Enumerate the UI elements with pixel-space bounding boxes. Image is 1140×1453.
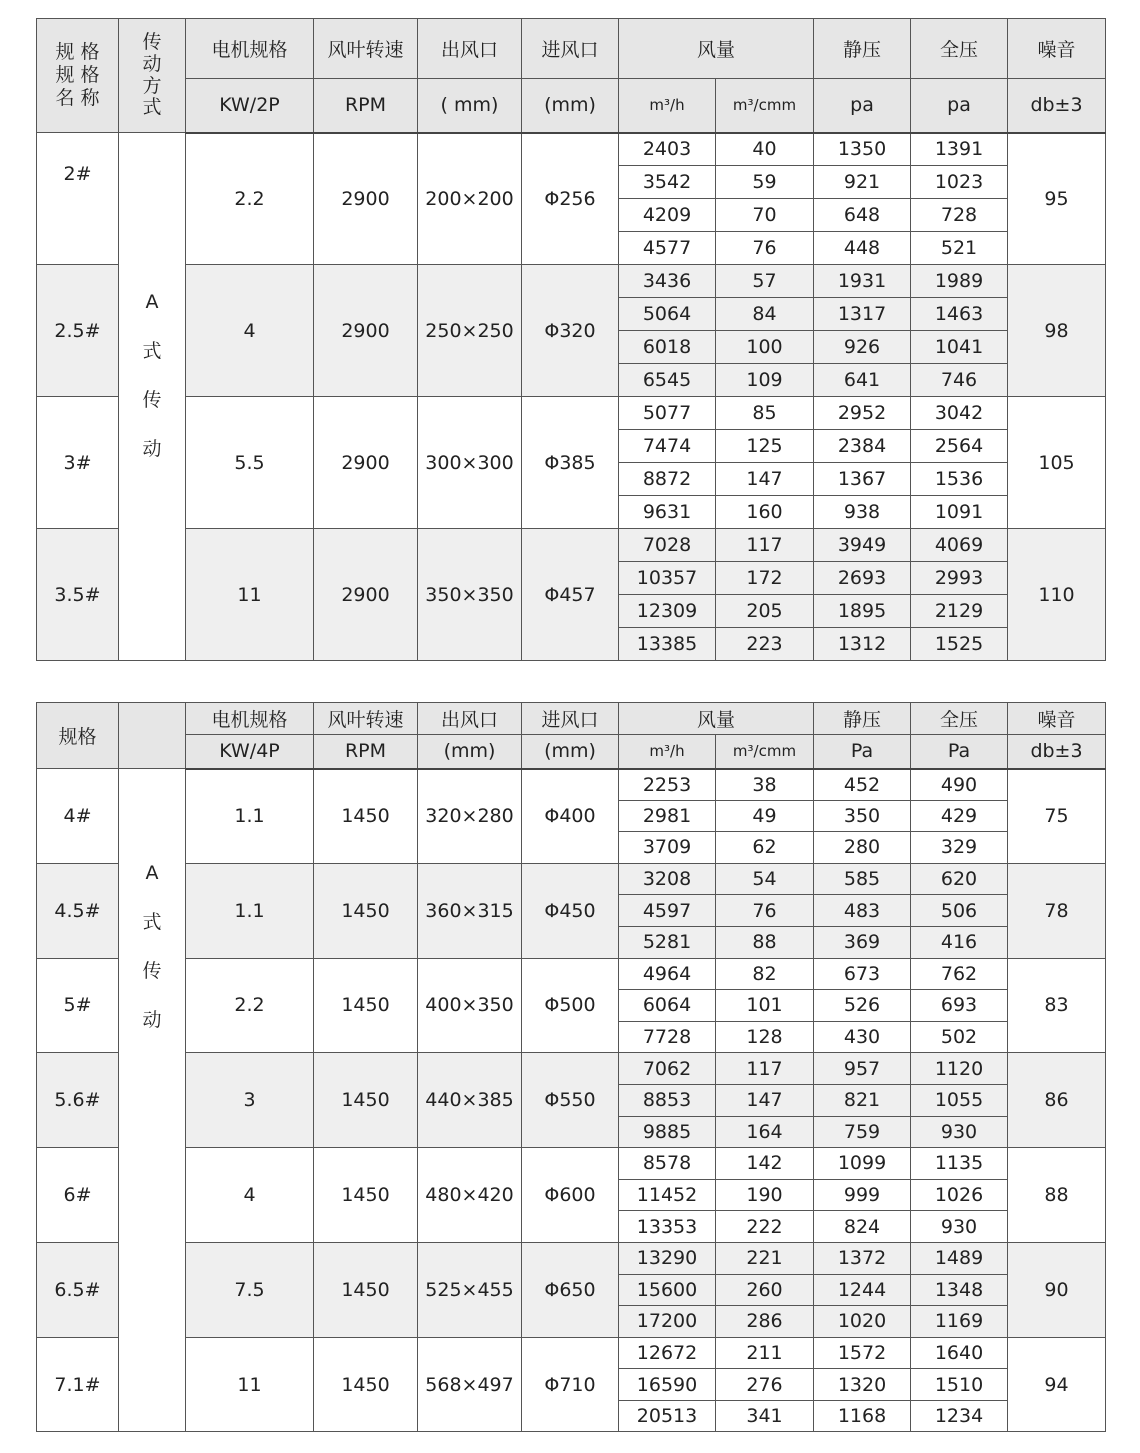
model-cell: 3# <box>37 397 119 529</box>
model-cell: 4.5# <box>37 863 119 958</box>
static-pressure-cell: 641 <box>814 364 911 397</box>
total-pressure-cell: 762 <box>911 958 1008 990</box>
speed-cell: 2900 <box>314 265 418 397</box>
header-speed: 风叶转速 <box>314 19 418 79</box>
airflow-m3cmm-cell: 76 <box>716 895 814 927</box>
drive-type-char: 式 <box>142 340 162 362</box>
total-pressure-cell: 1640 <box>911 1337 1008 1369</box>
static-pressure-cell: 821 <box>814 1084 911 1116</box>
airflow-m3h-cell: 4964 <box>619 958 716 990</box>
header-noise: 噪音 <box>1008 19 1106 79</box>
inlet-cell: Φ450 <box>522 863 619 958</box>
motor-cell: 1.1 <box>186 769 314 864</box>
unit-airflow-m3h: m³/h <box>619 735 716 769</box>
unit-speed: RPM <box>314 79 418 133</box>
motor-cell: 3 <box>186 1053 314 1148</box>
model-cell: 5.6# <box>37 1053 119 1148</box>
static-pressure-cell: 1895 <box>814 595 911 628</box>
static-pressure-cell: 2952 <box>814 397 911 430</box>
airflow-m3cmm-cell: 117 <box>716 1053 814 1085</box>
header-drive <box>119 19 186 133</box>
header-model: 规格 <box>37 703 119 769</box>
static-pressure-cell: 1320 <box>814 1369 911 1401</box>
motor-cell: 2.2 <box>186 958 314 1053</box>
noise-cell: 88 <box>1008 1148 1106 1243</box>
static-pressure-cell: 999 <box>814 1179 911 1211</box>
total-pressure-cell: 502 <box>911 1021 1008 1053</box>
header-airflow: 风量 <box>619 19 814 79</box>
total-pressure-cell: 1026 <box>911 1179 1008 1211</box>
motor-cell: 1.1 <box>186 863 314 958</box>
static-pressure-cell: 585 <box>814 863 911 895</box>
static-pressure-cell: 526 <box>814 990 911 1022</box>
total-pressure-cell: 506 <box>911 895 1008 927</box>
inlet-cell: Φ710 <box>522 1337 619 1432</box>
airflow-m3cmm-cell: 221 <box>716 1242 814 1274</box>
static-pressure-cell: 1168 <box>814 1400 911 1432</box>
speed-cell: 2900 <box>314 397 418 529</box>
unit-airflow-m3cmm: m³/cmm <box>716 735 814 769</box>
airflow-m3cmm-cell: 260 <box>716 1274 814 1306</box>
drive-type-text <box>119 293 185 459</box>
noise-cell: 90 <box>1008 1242 1106 1337</box>
static-pressure-cell: 1317 <box>814 298 911 331</box>
airflow-m3h-cell: 6018 <box>619 331 716 364</box>
airflow-m3h-cell: 12309 <box>619 595 716 628</box>
inlet-cell: Φ650 <box>522 1242 619 1337</box>
motor-cell: 7.5 <box>186 1242 314 1337</box>
airflow-m3cmm-cell: 54 <box>716 863 814 895</box>
model-cell: 6.5# <box>37 1242 119 1337</box>
noise-cell: 86 <box>1008 1053 1106 1148</box>
motor-cell: 4 <box>186 1148 314 1243</box>
static-pressure-cell: 280 <box>814 832 911 864</box>
speed-cell: 2900 <box>314 133 418 265</box>
airflow-m3cmm-cell: 211 <box>716 1337 814 1369</box>
airflow-m3cmm-cell: 49 <box>716 800 814 832</box>
noise-cell: 105 <box>1008 397 1106 529</box>
static-pressure-cell: 1099 <box>814 1148 911 1180</box>
total-pressure-cell: 1023 <box>911 166 1008 199</box>
airflow-m3h-cell: 7062 <box>619 1053 716 1085</box>
airflow-m3h-cell: 8872 <box>619 463 716 496</box>
unit-outlet: ( mm) <box>418 79 522 133</box>
total-pressure-cell: 693 <box>911 990 1008 1022</box>
airflow-m3cmm-cell: 117 <box>716 529 814 562</box>
total-pressure-cell: 1348 <box>911 1274 1008 1306</box>
total-pressure-cell: 1091 <box>911 496 1008 529</box>
airflow-m3h-cell: 13385 <box>619 628 716 661</box>
outlet-cell: 480×420 <box>418 1148 522 1243</box>
table-row <box>37 529 1106 562</box>
airflow-m3cmm-cell: 88 <box>716 926 814 958</box>
unit-inlet: (mm) <box>522 735 619 769</box>
drive-type-char: 动 <box>142 438 162 460</box>
table-row <box>37 1148 1106 1180</box>
airflow-m3cmm-cell: 172 <box>716 562 814 595</box>
airflow-m3cmm-cell: 109 <box>716 364 814 397</box>
header-model <box>37 19 119 133</box>
airflow-m3h-cell: 3208 <box>619 863 716 895</box>
drive-type-char: A <box>145 291 159 313</box>
airflow-m3cmm-cell: 85 <box>716 397 814 430</box>
airflow-m3h-cell: 5064 <box>619 298 716 331</box>
airflow-m3h-cell: 2403 <box>619 133 716 166</box>
static-pressure-cell: 926 <box>814 331 911 364</box>
model-cell: 2.5# <box>37 265 119 397</box>
header-model-line2: 规 格 <box>55 64 100 87</box>
unit-motor: KW/2P <box>186 79 314 133</box>
airflow-m3cmm-cell: 223 <box>716 628 814 661</box>
inlet-cell: Φ256 <box>522 133 619 265</box>
airflow-m3cmm-cell: 76 <box>716 232 814 265</box>
total-pressure-cell: 1463 <box>911 298 1008 331</box>
table-row <box>37 397 1106 430</box>
airflow-m3h-cell: 4577 <box>619 232 716 265</box>
static-pressure-cell: 430 <box>814 1021 911 1053</box>
drive-type-cell <box>119 769 186 1432</box>
airflow-m3cmm-cell: 40 <box>716 133 814 166</box>
total-pressure-cell: 1169 <box>911 1306 1008 1338</box>
unit-total: Pa <box>911 735 1008 769</box>
header-total: 全压 <box>911 703 1008 735</box>
motor-cell: 4 <box>186 265 314 397</box>
header-motor: 电机规格 <box>186 19 314 79</box>
static-pressure-cell: 3949 <box>814 529 911 562</box>
unit-airflow-m3cmm: m³/cmm <box>716 79 814 133</box>
unit-noise: db±3 <box>1008 735 1106 769</box>
total-pressure-cell: 1510 <box>911 1369 1008 1401</box>
airflow-m3h-cell: 13353 <box>619 1211 716 1243</box>
airflow-m3cmm-cell: 84 <box>716 298 814 331</box>
header-static: 静压 <box>814 19 911 79</box>
model-cell: 7.1# <box>37 1337 119 1432</box>
total-pressure-cell: 4069 <box>911 529 1008 562</box>
airflow-m3h-cell: 6064 <box>619 990 716 1022</box>
drive-type-char: 动 <box>142 1009 162 1031</box>
unit-total: pa <box>911 79 1008 133</box>
airflow-m3cmm-cell: 164 <box>716 1116 814 1148</box>
drive-type-char: 式 <box>142 911 162 933</box>
total-pressure-cell: 1489 <box>911 1242 1008 1274</box>
outlet-cell: 360×315 <box>418 863 522 958</box>
noise-cell: 94 <box>1008 1337 1106 1432</box>
outlet-cell: 440×385 <box>418 1053 522 1148</box>
outlet-cell: 350×350 <box>418 529 522 661</box>
unit-static: pa <box>814 79 911 133</box>
spec-table-2p <box>36 18 1106 661</box>
airflow-m3cmm-cell: 101 <box>716 990 814 1022</box>
motor-cell: 2.2 <box>186 133 314 265</box>
unit-motor: KW/4P <box>186 735 314 769</box>
airflow-m3cmm-cell: 59 <box>716 166 814 199</box>
unit-static: Pa <box>814 735 911 769</box>
header-drive-char1: 传 <box>142 30 162 53</box>
unit-inlet: (mm) <box>522 79 619 133</box>
static-pressure-cell: 673 <box>814 958 911 990</box>
airflow-m3cmm-cell: 38 <box>716 769 814 801</box>
inlet-cell: Φ400 <box>522 769 619 864</box>
speed-cell: 1450 <box>314 769 418 864</box>
airflow-m3cmm-cell: 222 <box>716 1211 814 1243</box>
airflow-m3h-cell: 17200 <box>619 1306 716 1338</box>
static-pressure-cell: 921 <box>814 166 911 199</box>
table-row <box>37 958 1106 990</box>
header-noise: 噪音 <box>1008 703 1106 735</box>
noise-cell: 78 <box>1008 863 1106 958</box>
inlet-cell: Φ600 <box>522 1148 619 1243</box>
total-pressure-cell: 416 <box>911 926 1008 958</box>
outlet-cell: 250×250 <box>418 265 522 397</box>
airflow-m3h-cell: 8578 <box>619 1148 716 1180</box>
table-row <box>37 863 1106 895</box>
table-row <box>37 1242 1106 1274</box>
outlet-cell: 320×280 <box>418 769 522 864</box>
drive-type-char: A <box>145 862 159 884</box>
airflow-m3cmm-cell: 82 <box>716 958 814 990</box>
drive-type-char: 传 <box>142 960 162 982</box>
airflow-m3cmm-cell: 205 <box>716 595 814 628</box>
total-pressure-cell: 490 <box>911 769 1008 801</box>
noise-cell: 95 <box>1008 133 1106 265</box>
header-airflow: 风量 <box>619 703 814 735</box>
airflow-m3cmm-cell: 190 <box>716 1179 814 1211</box>
speed-cell: 1450 <box>314 1053 418 1148</box>
static-pressure-cell: 1312 <box>814 628 911 661</box>
static-pressure-cell: 452 <box>814 769 911 801</box>
model-cell: 4# <box>37 769 119 864</box>
total-pressure-cell: 1391 <box>911 133 1008 166</box>
static-pressure-cell: 1572 <box>814 1337 911 1369</box>
airflow-m3h-cell: 20513 <box>619 1400 716 1432</box>
airflow-m3cmm-cell: 276 <box>716 1369 814 1401</box>
noise-cell: 110 <box>1008 529 1106 661</box>
airflow-m3h-cell: 5077 <box>619 397 716 430</box>
model-cell: 5# <box>37 958 119 1053</box>
airflow-m3cmm-cell: 147 <box>716 463 814 496</box>
motor-cell: 11 <box>186 529 314 661</box>
inlet-cell: Φ550 <box>522 1053 619 1148</box>
table2-body <box>37 769 1106 1432</box>
airflow-m3cmm-cell: 125 <box>716 430 814 463</box>
header-drive-char2: 动 <box>142 52 162 75</box>
airflow-m3cmm-cell: 100 <box>716 331 814 364</box>
header-outlet: 出风口 <box>418 19 522 79</box>
outlet-cell: 300×300 <box>418 397 522 529</box>
outlet-cell: 568×497 <box>418 1337 522 1432</box>
airflow-m3h-cell: 4597 <box>619 895 716 927</box>
table-row <box>37 1337 1106 1369</box>
total-pressure-cell: 1989 <box>911 265 1008 298</box>
static-pressure-cell: 1931 <box>814 265 911 298</box>
airflow-m3cmm-cell: 341 <box>716 1400 814 1432</box>
speed-cell: 1450 <box>314 958 418 1053</box>
header-total: 全压 <box>911 19 1008 79</box>
table-row <box>37 769 1106 801</box>
airflow-m3h-cell: 9885 <box>619 1116 716 1148</box>
total-pressure-cell: 2129 <box>911 595 1008 628</box>
airflow-m3h-cell: 13290 <box>619 1242 716 1274</box>
airflow-m3h-cell: 7474 <box>619 430 716 463</box>
airflow-m3cmm-cell: 286 <box>716 1306 814 1338</box>
model-cell: 6# <box>37 1148 119 1243</box>
header-model-line3: 名 称 <box>55 86 100 109</box>
total-pressure-cell: 746 <box>911 364 1008 397</box>
total-pressure-cell: 1041 <box>911 331 1008 364</box>
inlet-cell: Φ500 <box>522 958 619 1053</box>
airflow-m3h-cell: 3709 <box>619 832 716 864</box>
airflow-m3h-cell: 9631 <box>619 496 716 529</box>
total-pressure-cell: 930 <box>911 1116 1008 1148</box>
airflow-m3h-cell: 12672 <box>619 1337 716 1369</box>
airflow-m3h-cell: 2981 <box>619 800 716 832</box>
speed-cell: 2900 <box>314 529 418 661</box>
inlet-cell: Φ385 <box>522 397 619 529</box>
unit-speed: RPM <box>314 735 418 769</box>
static-pressure-cell: 1020 <box>814 1306 911 1338</box>
airflow-m3h-cell: 6545 <box>619 364 716 397</box>
airflow-m3cmm-cell: 70 <box>716 199 814 232</box>
airflow-m3h-cell: 2253 <box>619 769 716 801</box>
table-row <box>37 1053 1106 1085</box>
total-pressure-cell: 521 <box>911 232 1008 265</box>
airflow-m3h-cell: 8853 <box>619 1084 716 1116</box>
static-pressure-cell: 2384 <box>814 430 911 463</box>
drive-type-cell <box>119 133 186 661</box>
static-pressure-cell: 1372 <box>814 1242 911 1274</box>
airflow-m3h-cell: 7028 <box>619 529 716 562</box>
inlet-cell: Φ320 <box>522 265 619 397</box>
total-pressure-cell: 329 <box>911 832 1008 864</box>
airflow-m3cmm-cell: 142 <box>716 1148 814 1180</box>
airflow-m3cmm-cell: 128 <box>716 1021 814 1053</box>
motor-cell: 11 <box>186 1337 314 1432</box>
static-pressure-cell: 1367 <box>814 463 911 496</box>
airflow-m3h-cell: 7728 <box>619 1021 716 1053</box>
total-pressure-cell: 620 <box>911 863 1008 895</box>
airflow-m3cmm-cell: 160 <box>716 496 814 529</box>
outlet-cell: 525×455 <box>418 1242 522 1337</box>
total-pressure-cell: 1135 <box>911 1148 1008 1180</box>
total-pressure-cell: 1234 <box>911 1400 1008 1432</box>
static-pressure-cell: 759 <box>814 1116 911 1148</box>
unit-outlet: (mm) <box>418 735 522 769</box>
spec-table-4p <box>36 702 1106 1432</box>
noise-cell: 75 <box>1008 769 1106 864</box>
speed-cell: 1450 <box>314 1148 418 1243</box>
static-pressure-cell: 824 <box>814 1211 911 1243</box>
airflow-m3cmm-cell: 147 <box>716 1084 814 1116</box>
noise-cell: 83 <box>1008 958 1106 1053</box>
airflow-m3h-cell: 5281 <box>619 926 716 958</box>
airflow-m3h-cell: 16590 <box>619 1369 716 1401</box>
static-pressure-cell: 1244 <box>814 1274 911 1306</box>
speed-cell: 1450 <box>314 1337 418 1432</box>
total-pressure-cell: 2993 <box>911 562 1008 595</box>
speed-cell: 1450 <box>314 863 418 958</box>
header-speed: 风叶转速 <box>314 703 418 735</box>
airflow-m3h-cell: 3436 <box>619 265 716 298</box>
static-pressure-cell: 483 <box>814 895 911 927</box>
total-pressure-cell: 728 <box>911 199 1008 232</box>
header-static: 静压 <box>814 703 911 735</box>
static-pressure-cell: 369 <box>814 926 911 958</box>
header-drive-empty <box>119 703 186 769</box>
header-outlet: 出风口 <box>418 703 522 735</box>
static-pressure-cell: 648 <box>814 199 911 232</box>
header-motor: 电机规格 <box>186 703 314 735</box>
table1-body <box>37 133 1106 661</box>
airflow-m3h-cell: 3542 <box>619 166 716 199</box>
model-cell: 3.5# <box>37 529 119 661</box>
static-pressure-cell: 448 <box>814 232 911 265</box>
total-pressure-cell: 1525 <box>911 628 1008 661</box>
total-pressure-cell: 1536 <box>911 463 1008 496</box>
motor-cell: 5.5 <box>186 397 314 529</box>
header-inlet: 进风口 <box>522 703 619 735</box>
noise-cell: 98 <box>1008 265 1106 397</box>
unit-noise: db±3 <box>1008 79 1106 133</box>
static-pressure-cell: 938 <box>814 496 911 529</box>
total-pressure-cell: 2564 <box>911 430 1008 463</box>
static-pressure-cell: 350 <box>814 800 911 832</box>
table-row <box>37 265 1106 298</box>
total-pressure-cell: 3042 <box>911 397 1008 430</box>
total-pressure-cell: 1120 <box>911 1053 1008 1085</box>
header-model-line1: 规 格 <box>55 41 100 64</box>
airflow-m3h-cell: 4209 <box>619 199 716 232</box>
header-inlet: 进风口 <box>522 19 619 79</box>
table-row <box>37 133 1106 166</box>
drive-type-char: 传 <box>142 389 162 411</box>
airflow-m3cmm-cell: 62 <box>716 832 814 864</box>
inlet-cell: Φ457 <box>522 529 619 661</box>
airflow-m3h-cell: 10357 <box>619 562 716 595</box>
static-pressure-cell: 1350 <box>814 133 911 166</box>
airflow-m3cmm-cell: 57 <box>716 265 814 298</box>
header-drive-char3: 方 <box>142 74 162 97</box>
model-cell: 2# <box>37 133 119 265</box>
total-pressure-cell: 930 <box>911 1211 1008 1243</box>
outlet-cell: 200×200 <box>418 133 522 265</box>
drive-type-text <box>119 864 185 1030</box>
speed-cell: 1450 <box>314 1242 418 1337</box>
airflow-m3h-cell: 11452 <box>619 1179 716 1211</box>
unit-airflow-m3h: m³/h <box>619 79 716 133</box>
airflow-m3h-cell: 15600 <box>619 1274 716 1306</box>
total-pressure-cell: 429 <box>911 800 1008 832</box>
outlet-cell: 400×350 <box>418 958 522 1053</box>
header-drive-char4: 式 <box>142 96 162 119</box>
static-pressure-cell: 2693 <box>814 562 911 595</box>
total-pressure-cell: 1055 <box>911 1084 1008 1116</box>
static-pressure-cell: 957 <box>814 1053 911 1085</box>
